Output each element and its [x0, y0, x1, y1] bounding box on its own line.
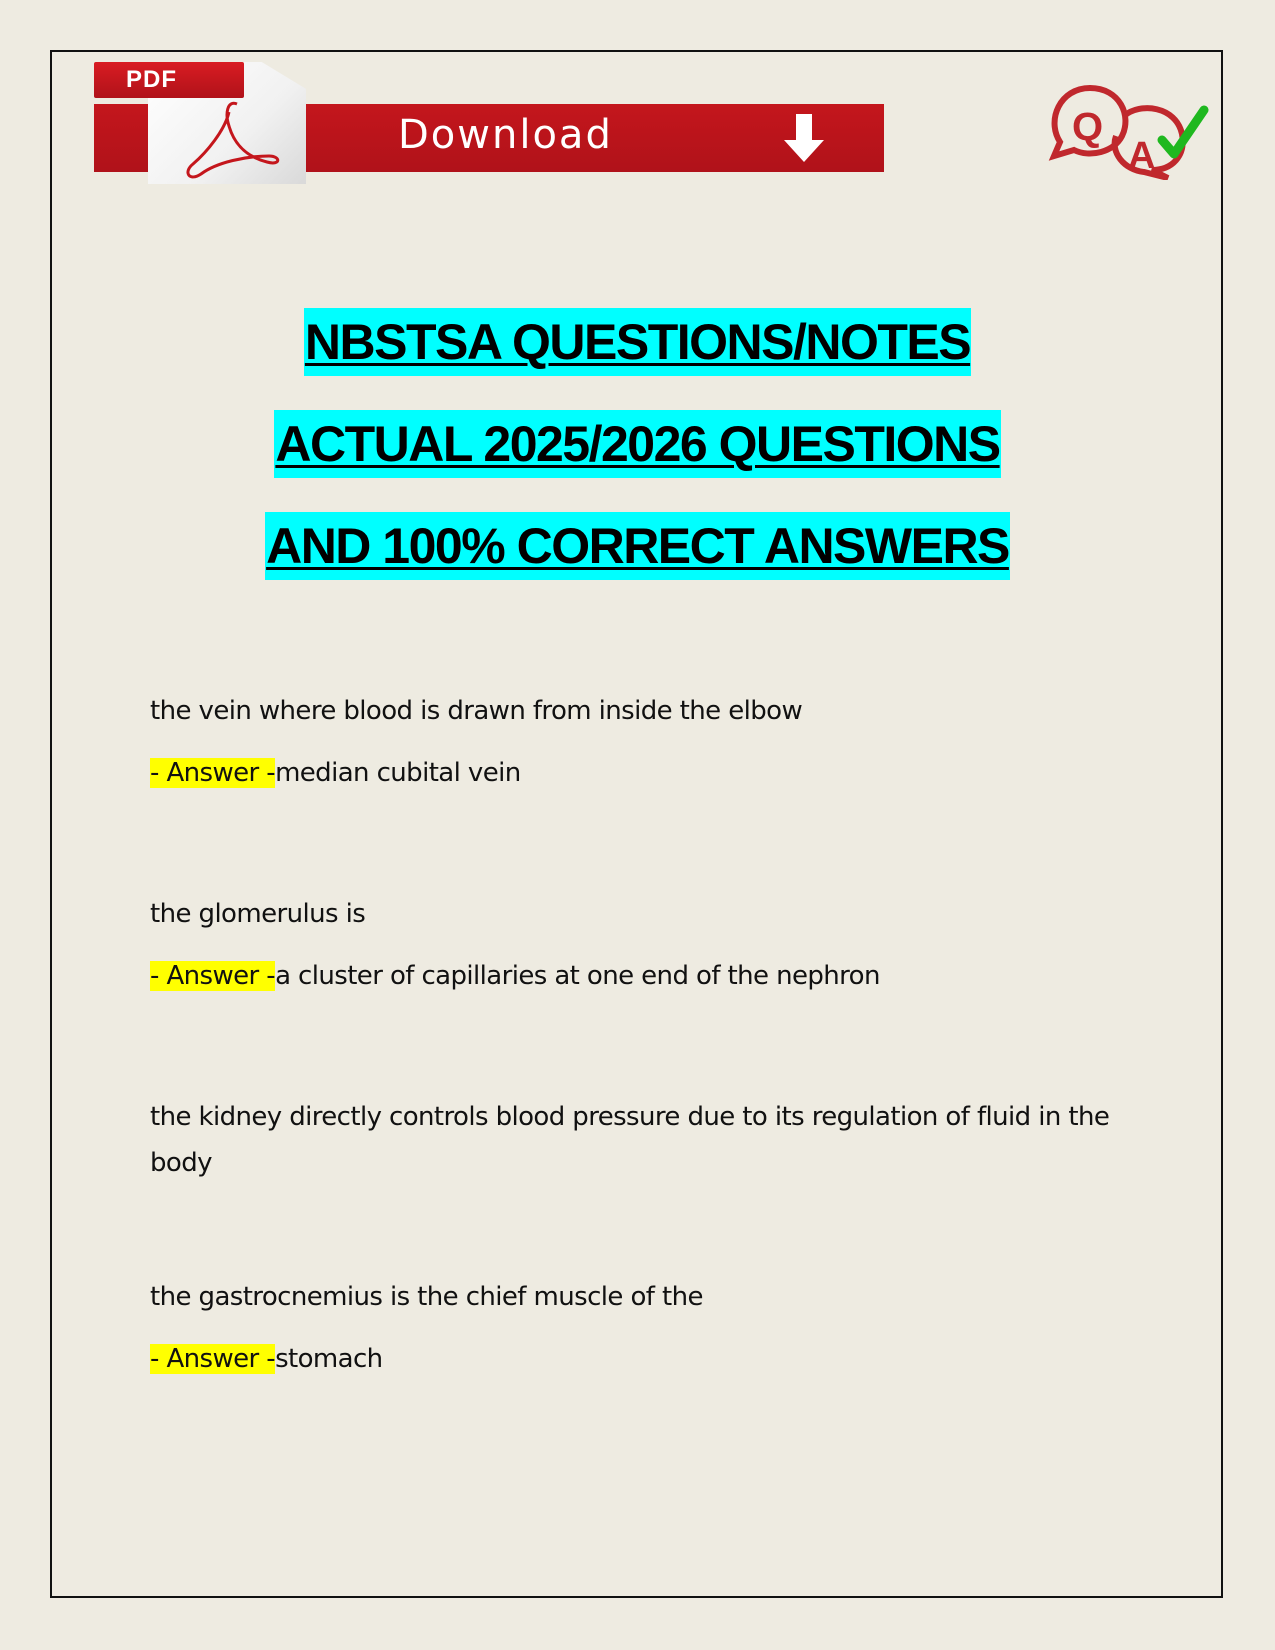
a-letter: A: [1128, 135, 1156, 177]
qa-logo: [1040, 80, 1210, 180]
answer-line: [150, 958, 1130, 994]
answer-text: median cubital vein: [275, 758, 521, 788]
qa-item-2: [150, 891, 1130, 994]
download-label: Download: [398, 112, 613, 158]
qa-item-3: [150, 1094, 1130, 1186]
qa-item-4: [150, 1274, 1130, 1377]
answer-label: - Answer -: [150, 961, 276, 991]
answer-line: [150, 755, 1130, 791]
pdf-download-banner[interactable]: [92, 60, 886, 186]
pdf-label: PDF: [94, 62, 244, 98]
acrobat-icon: [177, 100, 287, 180]
question-text: the gastrocnemius is the chief muscle of the: [150, 1282, 703, 1312]
title-line-1: NBSTSA QUESTIONS/NOTES: [304, 308, 971, 376]
answer-label: - Answer -: [150, 758, 276, 788]
answer-label: - Answer -: [150, 1344, 276, 1374]
title-line-3: AND 100% CORRECT ANSWERS: [265, 512, 1010, 580]
answer-line: [150, 1341, 1130, 1377]
question-text: the kidney directly controls blood pressure due to its regulation of fluid in the body: [150, 1102, 1110, 1178]
qa-item-1: [150, 688, 1130, 791]
title-line-2: ACTUAL 2025/2026 QUESTIONS: [274, 410, 1000, 478]
q-letter: Q: [1072, 105, 1104, 149]
arrow-down-icon: [782, 114, 826, 164]
answer-text: stomach: [275, 1344, 383, 1374]
question-text: the vein where blood is drawn from inside the elbow: [150, 696, 803, 726]
question-text: the glomerulus is: [150, 899, 366, 929]
document-title: [0, 308, 1275, 614]
answer-text: a cluster of capillaries at one end of the nephron: [275, 961, 880, 991]
